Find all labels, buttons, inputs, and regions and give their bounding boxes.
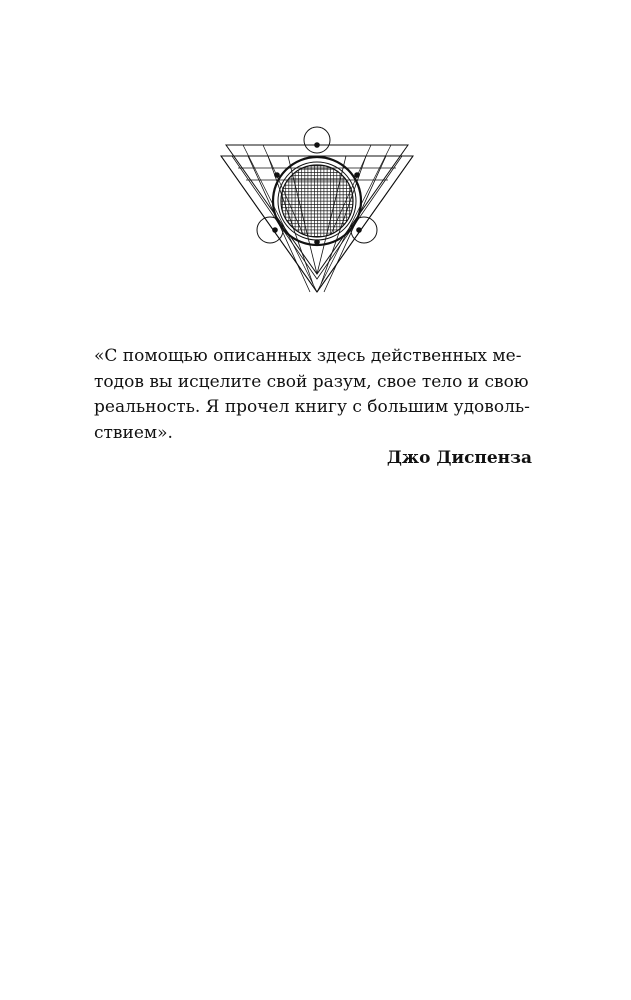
quote-line-3: реальность. Я прочел книгу с большим удоволь- [94, 397, 530, 417]
quote-line-2: тодов вы исцелите свой разум, свое тело и свою [94, 371, 529, 392]
sacred-geometry-triangle-emblem-icon [218, 124, 416, 296]
quote-line-1: «С помощью описанных здесь действенных ме- [94, 346, 522, 366]
quote-text [94, 344, 532, 446]
quote-author: Джо Диспенза [386, 448, 532, 468]
quote-line-4: ствием». [94, 422, 173, 443]
